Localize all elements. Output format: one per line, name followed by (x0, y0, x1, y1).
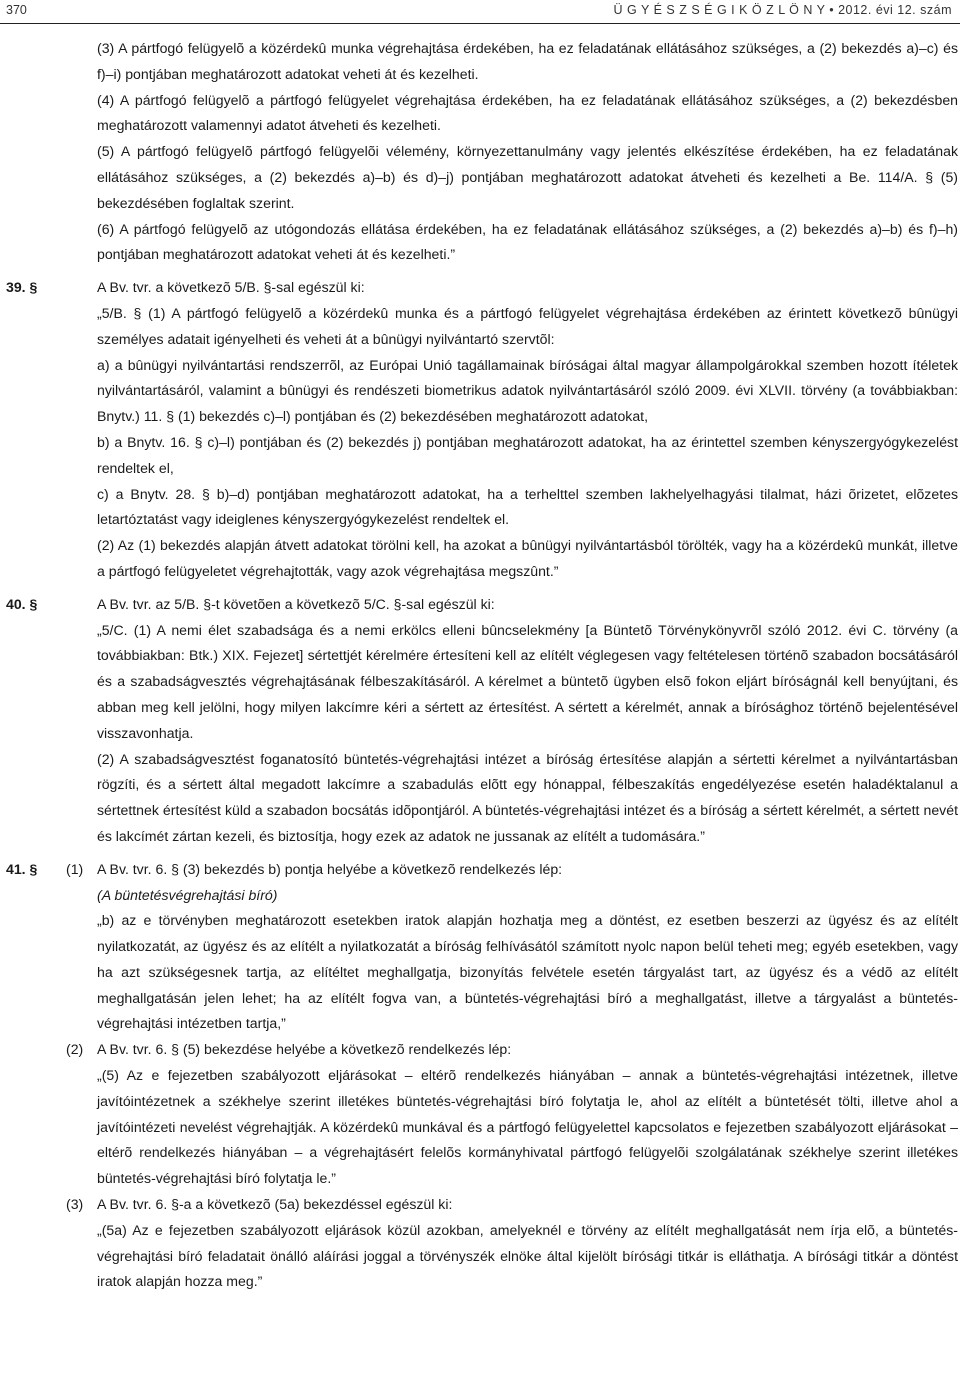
paragraph: (6) A pártfogó felügyelõ az utógondozás ellátása érdekében, ha ez feladatának ellátásához szükséges, a (2) bekezdés a)–b) és f)–h) pontjában meghatározott adatokat veheti át és kezelheti.” (97, 220, 958, 263)
paragraph: „5/B. § (1) A pártfogó felügyelõ a közérdekû munka és a pártfogó felügyelet végrehajtása érdekében az érintett következõ bûnügyi személyes adatait igényelheti és veheti át a bûnügyi nyilvántartó szervtõl: (97, 304, 958, 347)
subsection-number: (1) (66, 860, 84, 877)
journal-title: Ü G Y É S Z S É G I K Ö Z L Ö N Y • 2012. évi 12. szám (613, 3, 952, 17)
paragraph: „5/C. (1) A nemi élet szabadsága és a nemi erkölcs elleni bûncselekmény [a Büntetõ Törvénykönyvrõl szóló 2012. évi C. törvény (a továbbiakban: Btk.) XIX. Fejezet] sértettjét kérelmére értesíteni kell az elítélt véglegesen vagy feltételesen történõ szabadon bocsátásáról és a szabadságvesztés végrehajtásának félbeszakításáról. A kérelmet a büntetõ ügyben elsõ fokon eljárt bíróságnál kell benyújtani, és abban meg kell jelölni, hogy milyen lakcímre kéri a sértett az értesítést. A sértett a kérelmét, annak a bírósághoz történõ bejelentésével visszavonhatja. (97, 621, 958, 741)
paragraph: A Bv. tvr. a következõ 5/B. §-sal egészül ki: (97, 279, 365, 296)
paragraph: (4) A pártfogó felügyelõ a pártfogó felügyelet végrehajtása érdekében, ha ez feladatának ellátásához szükséges, a (2) bekezdésben meghatározott valamennyi adatot átveheti és kezelheti. (97, 91, 958, 134)
header-rule (0, 23, 960, 24)
page-number: 370 (6, 3, 27, 17)
paragraph: „(5a) Az e fejezetben szabályozott eljárások közül azokban, amelyeknél e törvény az elítélt meghallgatását nem írja elõ, a büntetés-végrehajtási bíró feladatait önálló aláírási joggal a törvényszék elnöke által kijelölt bírósági titkár is elláthatja. A bírósági titkár a döntést iratok alapján hozza meg.” (97, 1221, 958, 1290)
section-number: 39. § (6, 279, 38, 296)
paragraph: c) a Bnytv. 28. § b)–d) pontjában meghatározott adatokat, ha a terhelttel szemben lakhelyelhagyási tilalmat, házi õrizetet, elõzetes letartóztatást vagy ideiglenes kényszergyógykezelést rendeltek el. (97, 485, 958, 528)
subsection-3 (0, 1192, 960, 1295)
paragraph: (2) A szabadságvesztést foganatosító büntetés-végrehajtási intézet a bíróság értesítése alapján a sértetti kérelmet a nyilvántartásban rögzíti, és a sértett által megadott lakcímre a szabadulás elõtt egy hónappal, félbeszakítás engedélyezése esetén haladéktalanul a sértettnek értesítést küld a szabadon bocsátás idõpontjáról. A büntetés-végrehajtási intézet és a bíróság a sértett kérelmét, a sértett nevét és lakcímét zártan kezeli, és biztosítja, hogy ezek az adatok ne jussanak az elítélt a tudomására.” (97, 750, 958, 844)
subsection-number: (3) (66, 1196, 84, 1213)
subsection-1 (0, 857, 960, 1038)
section-number: 40. § (6, 595, 38, 612)
page-header (0, 0, 960, 26)
paragraph-italic: (A büntetésvégrehajtási bíró) (97, 886, 278, 903)
paragraph: a) a bûnügyi nyilvántartási rendszerrõl, az Európai Unió tagállamainak bíróságai által magyar állampolgárokkal szemben hozott ítéletek nyilvántartásáról, valamint a bûnügyi és rendészeti biometrikus adatok nyilvántartásáról szóló 2009. évi XLVII. törvény (a továbbiakban: Bnytv.) 11. § (1) bekezdés c)–l) pontjában és (2) bekezdésében meghatározott adatokat, (97, 356, 958, 425)
paragraph: A Bv. tvr. az 5/B. §-t követõen a következõ 5/C. §-sal egészül ki: (97, 595, 495, 612)
document-body (0, 36, 960, 1295)
paragraph: A Bv. tvr. 6. §-a a következõ (5a) bekezdéssel egészül ki: (97, 1196, 453, 1213)
paragraph: A Bv. tvr. 6. § (3) bekezdés b) pontja helyébe a következõ rendelkezés lép: (97, 860, 563, 877)
section-41 (0, 857, 960, 1296)
paragraph: b) a Bnytv. 16. § c)–l) pontjában és (2) bekezdés j) pontjában meghatározott adatokat, ha az érintettel szemben kényszergyógykezelést rendeltek el, (97, 433, 958, 476)
section-39 (0, 275, 960, 585)
paragraph: A Bv. tvr. 6. § (5) bekezdése helyébe a következõ rendelkezés lép: (97, 1041, 512, 1058)
paragraph: (2) Az (1) bekezdés alapján átvett adatokat törölni kell, ha azokat a bûnügyi nyilvántartásból törölték, vagy ha a közérdekû munkát, illetve a pártfogó felügyeletet végrehajtották, vagy azok végrehajtása megszûnt.” (97, 537, 958, 579)
subsection-number: (2) (66, 1041, 84, 1058)
subsection-2 (0, 1037, 960, 1192)
paragraph: „b) az e törvényben meghatározott esetekben iratok alapján hozhatja meg a döntést, ez esetben beszerzi az ügyész és az elítélt nyilatkozatát, az ügyész és az elítélt a nyilatkozatát a bíróság felhívásától számított nyolc napon belül teheti meg; egyéb esetekben, vagy ha azt szükségesnek tartja, az elítéltet meghallgatja, bizonyítás felvétele esetén tárgyalást tart, az ügyész és a védõ az elítélt meghallgatásán jelen lehet; ha az elítélt fogva van, a büntetés-végrehajtási bíró a meghallgatást, illetve a tárgyalást a büntetés-végrehajtási intézetben tartja,” (97, 912, 958, 1032)
section-number: 41. § (6, 860, 38, 877)
paragraph: (5) A pártfogó felügyelõ pártfogó felügyelõi vélemény, környezettanulmány vagy jelentés elkészítése érdekében, ha ez feladatának ellátásához szükséges, a (2) bekezdés a)–b) és d)–j) pontjában meghatározott adatokat átveheti és kezelheti a Be. 114/A. § (5) bekezdésében foglaltak szerint. (97, 143, 958, 211)
paragraph: „(5) Az e fejezetben szabályozott eljárásokat – eltérõ rendelkezés hiányában – annak a büntetés-végrehajtási intézetnek, illetve javítóintézetnek a székhelye szerint illetékes büntetés-végrehajtási bíró folytatja le, ahol az elítélt a büntetését tölti, illetve ahol a javítóintézeti nevelést végrehajtják. A közérdekû munkával és a pártfogó felügyelettel kapcsolatos e fejezetben szabályozott eljárásokat – eltérõ rendelkezés hiányában – a végrehajtásért felelõs kormányhivatal pártfogó felügyelõi szolgálatának székhelye szerint illetékes büntetés-végrehajtási bíró folytatja le.” (97, 1067, 958, 1187)
section-40 (0, 592, 960, 850)
intro-paragraphs (97, 36, 958, 268)
paragraph: (3) A pártfogó felügyelõ a közérdekû munka végrehajtása érdekében, ha ez feladatának ellátásához szükséges, a (2) bekezdés a)–c) és f)–i) pontjában meghatározott adatokat veheti át és kezelheti. (97, 40, 958, 82)
